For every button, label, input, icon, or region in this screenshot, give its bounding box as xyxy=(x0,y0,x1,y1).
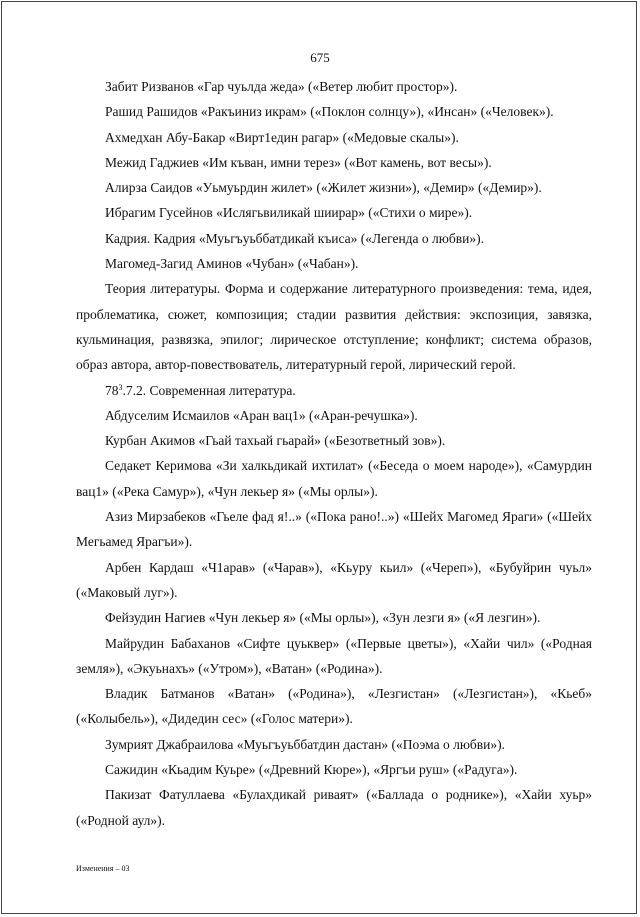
section-title: .7.2. Современная литература. xyxy=(122,382,296,398)
paragraph: Седакет Керимова «Зи халкьдикай ихтилат» («Беседа о моем народе»), «Самурдин вац1» («Река Самур»), «Чун лекьер я» («Мы орлы»). xyxy=(76,458,592,499)
page-footer: Изменения – 03 xyxy=(76,864,130,873)
paragraph: Рашид Рашидов «Ракъиниз икрам» («Поклон солнцу»), «Инсан» («Человек»). xyxy=(105,104,554,120)
paragraph: Алирза Саидов «Уьмуьрдин жилет» («Жилет жизни»), «Демир» («Демир»). xyxy=(105,180,542,196)
paragraph: Зумрият Джабраилова «Муьгъуьббатдин дастан» («Поэма о любви»). xyxy=(105,736,505,752)
paragraph: Пакизат Фатуллаева «Булахдикай риваят» («Баллада о роднике»), «Хайи хуьр» («Родной аул»). xyxy=(76,787,592,828)
theory-paragraph: Теория литературы. Форма и содержание литературного произведения: тема, идея, проблематика, сюжет, композиция; стадии развития действия: экспозиция, завязка, кульминация, развязка, эпилог; лирическое отступление; конфликт; система образов, образ автора, автор-повествователь, литературный герой, лирический герой. xyxy=(76,281,592,373)
paragraph: Курбан Акимов «Гьай тахьай гьарай» («Безответный зов»). xyxy=(105,433,446,449)
document-body xyxy=(76,74,592,833)
section-superscript: 3 xyxy=(118,382,123,392)
paragraph: Ахмедхан Абу-Бакар «Вирт1един рагар» («Медовые скалы»). xyxy=(105,129,459,145)
page-number: 675 xyxy=(310,50,330,65)
paragraph: Азиз Мирзабеков «Гьеле фад я!..» («Пока рано!..») «Шейх Магомед Яраги» («Шейх Мегьамед Ярагъи»). xyxy=(76,509,592,550)
section-heading xyxy=(76,378,592,403)
paragraph: Сажидин «Кьадим Куьре» («Древний Кюре»), «Яргъи руш» («Радуга»). xyxy=(105,762,518,778)
paragraph: Кадрия. Кадрия «Муьгъуьббатдикай къиса» («Легенда о любви»). xyxy=(105,230,484,246)
section-number: 78 xyxy=(105,382,119,398)
paragraph: Межид Гаджиев «Им къван, имни терез» («Вот камень, вот весы»). xyxy=(105,154,492,170)
paragraph: Абдуселим Исмаилов «Аран вац1» («Аран-речушка»). xyxy=(105,407,418,423)
paragraph: Арбен Кардаш «Ч1арав» («Чарав»), «Кьуру кьил» («Череп»), «Бубуйрин чуьл» («Маковый луг»). xyxy=(76,559,592,600)
paragraph: Владик Батманов «Ватан» («Родина»), «Лезгистан» («Лезгистан»), «Кьеб» («Колыбель»), «Дидедин сес» («Голос матери»). xyxy=(76,686,592,727)
paragraph: Ибрагим Гусейнов «Ислягьвиликай шиирар» («Стихи о мире»). xyxy=(105,205,473,221)
paragraph: Майрудин Бабаханов «Сифте цуьквер» («Первые цветы»), «Хайи чил» («Родная земля»), «Экуьнахъ» («Утром»), «Ватан» («Родина»). xyxy=(76,635,592,676)
paragraph: Фейзудин Нагиев «Чун лекьер я» («Мы орлы»), «Зун лезги я» («Я лезгин»). xyxy=(105,610,541,626)
paragraph: Забит Ризванов «Гар чуьлда жеда» («Ветер любит простор»). xyxy=(105,79,458,94)
paragraph: Магомед-Загид Аминов «Чубан» («Чабан»). xyxy=(105,256,359,272)
